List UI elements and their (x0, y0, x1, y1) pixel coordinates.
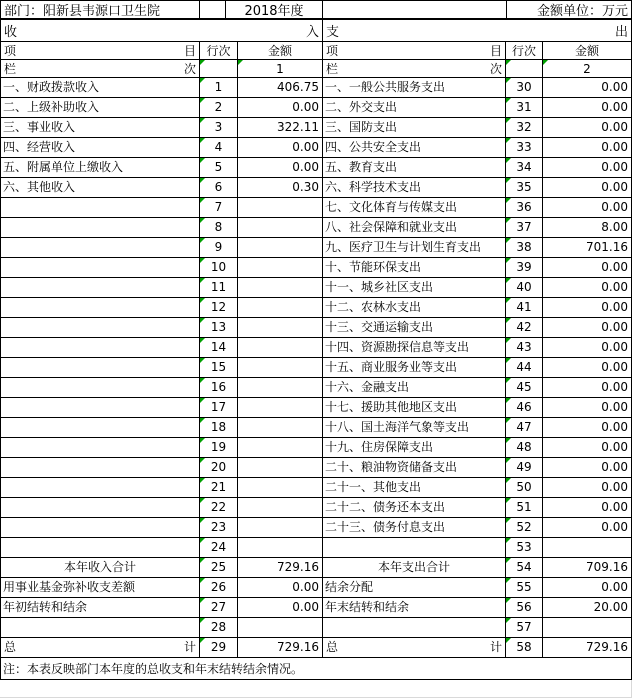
expense-amount-cell[interactable]: 0.00 (601, 320, 628, 334)
income-item-cell[interactable] (1, 218, 200, 237)
income-row-no-cell[interactable]: 11 (200, 278, 238, 297)
expense-amount-cell[interactable]: 0.00 (601, 180, 628, 194)
expense-row-no-cell[interactable]: 34 (506, 158, 543, 177)
income-item-cell[interactable]: 用事业基金弥补收支差额 (1, 578, 200, 597)
expense-item-cell[interactable]: 结余分配 (323, 578, 506, 597)
column-number-row (1, 60, 631, 78)
income-row-no-cell[interactable]: 13 (200, 318, 238, 337)
table-row (1, 478, 631, 498)
expense-row-no-cell[interactable]: 40 (506, 278, 543, 297)
expense-item-cell[interactable]: 十七、援助其他地区支出 (323, 398, 506, 417)
note-row (1, 658, 631, 679)
income-amount-cell[interactable]: 0.00 (238, 138, 323, 157)
income-row-no-cell[interactable]: 21 (200, 478, 238, 497)
table-row (1, 218, 631, 238)
expense-row-no-cell[interactable]: 46 (506, 398, 543, 417)
income-header-last-char: 入 (305, 25, 319, 40)
income-amount-cell[interactable] (238, 538, 323, 557)
income-row-no-cell[interactable]: 29 (200, 638, 238, 657)
income-row-no-cell[interactable]: 6 (200, 178, 238, 197)
income-amount-cell[interactable] (238, 278, 323, 297)
income-item-cell[interactable] (1, 358, 200, 377)
income-amount-cell[interactable] (238, 198, 323, 217)
income-amount-cell[interactable] (238, 318, 323, 337)
expense-amount-cell[interactable]: 0.00 (601, 120, 628, 134)
expense-row-no-cell[interactable]: 45 (506, 378, 543, 397)
expense-item-cell[interactable]: 本年支出合计 (323, 558, 506, 577)
expense-row-no-cell[interactable]: 51 (506, 498, 543, 517)
expense-rowno-header[interactable]: 行次 (506, 42, 543, 59)
income-amount-cell[interactable] (238, 358, 323, 377)
income-lanci-header[interactable]: 栏 次 (1, 60, 200, 77)
expense-row-no-cell[interactable]: 36 (506, 198, 543, 217)
income-item-cell[interactable] (1, 438, 200, 457)
table-row (1, 418, 631, 438)
income-item-cell[interactable]: 总 计 (1, 638, 200, 657)
income-amount-cell[interactable]: 322.11 (238, 118, 323, 137)
expense-amount-cell[interactable]: 0.00 (601, 280, 628, 294)
table-row (1, 538, 631, 558)
expense-item-cell[interactable]: 二十二、债务还本支出 (323, 498, 506, 517)
income-item-cell[interactable] (1, 478, 200, 497)
expense-amount-cell[interactable]: 0.00 (601, 160, 628, 174)
expense-amount-cell[interactable]: 0.00 (601, 580, 628, 594)
table-row (1, 398, 631, 418)
income-item-cell[interactable] (1, 458, 200, 477)
expense-row-no-cell[interactable]: 38 (506, 238, 543, 257)
income-row-no-cell[interactable]: 14 (200, 338, 238, 357)
income-row-no-cell[interactable]: 8 (200, 218, 238, 237)
table-row (1, 198, 631, 218)
expense-row-no-cell[interactable]: 50 (506, 478, 543, 497)
income-row-no-cell[interactable]: 20 (200, 458, 238, 477)
income-item-cell[interactable] (1, 298, 200, 317)
expense-item-cell[interactable]: 七、文化体育与传媒支出 (323, 198, 506, 217)
table-row (1, 138, 631, 158)
income-item-cell[interactable] (1, 198, 200, 217)
table-row (1, 378, 631, 398)
table-row (1, 558, 631, 578)
income-header-first-char: 收 (4, 25, 18, 40)
income-item-header[interactable]: 项 目 (1, 42, 200, 59)
expense-row-no-cell[interactable]: 54 (506, 558, 543, 577)
expense-item-cell[interactable]: 三、国防支出 (323, 118, 506, 137)
department-cell[interactable]: 部门：阳新县韦源口卫生院 (1, 1, 200, 18)
expense-amount-cell[interactable]: 0.00 (601, 520, 628, 534)
expense-row-no-cell[interactable]: 42 (506, 318, 543, 337)
expense-row-no-cell[interactable]: 31 (506, 98, 543, 117)
income-amount-cell[interactable]: 0.00 (238, 98, 323, 117)
income-row-no-cell[interactable]: 1 (200, 78, 238, 97)
expense-item-cell[interactable]: 二、外交支出 (323, 98, 506, 117)
expense-item-cell[interactable]: 十二、农林水支出 (323, 298, 506, 317)
expense-amount-cell[interactable]: 0.00 (601, 100, 628, 114)
expense-row-no-cell[interactable]: 39 (506, 258, 543, 277)
expense-amount-cell[interactable]: 0.00 (601, 440, 628, 454)
income-amount-cell[interactable] (238, 518, 323, 537)
expense-item-cell[interactable]: 八、社会保障和就业支出 (323, 218, 506, 237)
income-row-no-cell[interactable]: 25 (200, 558, 238, 577)
expense-item-cell[interactable]: 十九、住房保障支出 (323, 438, 506, 457)
income-amount-cell[interactable]: 0.00 (238, 158, 323, 177)
expense-amount-cell[interactable]: 0.00 (601, 260, 628, 274)
expense-amount-cell[interactable]: 0.00 (601, 480, 628, 494)
expense-item-cell[interactable]: 十六、金融支出 (323, 378, 506, 397)
expense-item-cell[interactable]: 十一、城乡社区支出 (323, 278, 506, 297)
table-row (1, 358, 631, 378)
income-item-cell[interactable] (1, 378, 200, 397)
expense-lanci-header[interactable]: 栏 次 (323, 60, 506, 77)
income-rowno-header[interactable]: 行次 (200, 42, 238, 59)
income-row-no-cell[interactable]: 24 (200, 538, 238, 557)
expense-amount-cell[interactable]: 729.16 (586, 640, 628, 654)
expense-amount-cell[interactable]: 0.00 (601, 420, 628, 434)
table-row (1, 298, 631, 318)
expense-item-cell[interactable]: 十八、国土海洋气象等支出 (323, 418, 506, 437)
expense-amount-cell[interactable]: 0.00 (601, 380, 628, 394)
expense-row-no-cell[interactable]: 52 (506, 518, 543, 537)
expense-amount-header[interactable]: 金额 (574, 44, 599, 58)
expense-amount-cell[interactable] (543, 538, 631, 557)
expense-amount-cell[interactable]: 20.00 (593, 600, 628, 614)
table-row (1, 498, 631, 518)
column-header-row (1, 42, 631, 60)
income-row-no-cell[interactable]: 28 (200, 618, 238, 637)
expense-column-number-cell[interactable]: 2 (543, 60, 631, 77)
table-row (1, 118, 631, 138)
expense-amount-cell[interactable]: 8.00 (601, 220, 628, 234)
unit-cell[interactable]: 金额单位：万元 (536, 4, 628, 18)
expense-amount-cell[interactable]: 0.00 (601, 80, 628, 94)
expense-item-cell[interactable]: 十、节能环保支出 (323, 258, 506, 277)
table-row (1, 598, 631, 618)
income-item-cell[interactable] (1, 258, 200, 277)
expense-item-cell[interactable] (323, 538, 506, 557)
income-item-cell[interactable] (1, 278, 200, 297)
income-row-no-cell[interactable]: 15 (200, 358, 238, 377)
expense-item-cell[interactable]: 五、教育支出 (323, 158, 506, 177)
income-amount-cell[interactable] (238, 258, 323, 277)
income-row-no-cell[interactable]: 2 (200, 98, 238, 117)
income-amount-cell[interactable] (238, 438, 323, 457)
table-row (1, 258, 631, 278)
expense-item-cell[interactable]: 二十一、其他支出 (323, 478, 506, 497)
expense-amount-cell[interactable]: 701.16 (586, 240, 628, 254)
income-amount-cell[interactable]: 406.75 (238, 78, 323, 97)
table-row (1, 438, 631, 458)
income-amount-cell[interactable] (238, 378, 323, 397)
table-row (1, 278, 631, 298)
income-item-cell[interactable] (1, 418, 200, 437)
expense-amount-cell[interactable]: 0.00 (601, 400, 628, 414)
expense-amount-cell[interactable]: 0.00 (601, 200, 628, 214)
income-amount-cell[interactable]: 729.16 (238, 638, 323, 657)
expense-row-no-cell[interactable]: 43 (506, 338, 543, 357)
expense-row-no-cell[interactable]: 41 (506, 298, 543, 317)
income-amount-cell[interactable] (238, 338, 323, 357)
expense-section-header[interactable] (323, 20, 631, 41)
expense-item-cell[interactable]: 一、一般公共服务支出 (323, 78, 506, 97)
table-row (1, 238, 631, 258)
expense-row-no-cell[interactable]: 53 (506, 538, 543, 557)
income-amount-cell[interactable] (238, 218, 323, 237)
income-amount-cell[interactable] (238, 458, 323, 477)
income-item-cell[interactable] (1, 538, 200, 557)
table-row (1, 98, 631, 118)
income-item-cell[interactable] (1, 498, 200, 517)
section-header-row (1, 20, 631, 42)
income-amount-cell[interactable] (238, 418, 323, 437)
expense-item-cell[interactable]: 总 计 (323, 638, 506, 657)
table-row (1, 178, 631, 198)
expense-amount-cell[interactable]: 0.00 (601, 500, 628, 514)
expense-amount-cell[interactable] (543, 618, 631, 637)
expense-lanci-rowno-cell[interactable] (506, 60, 543, 77)
income-row-no-cell[interactable]: 4 (200, 138, 238, 157)
expense-header-last-char: 出 (614, 25, 628, 40)
expense-item-header[interactable]: 项 目 (323, 42, 506, 59)
expense-amount-cell[interactable]: 709.16 (586, 560, 628, 574)
expense-row-no-cell[interactable]: 32 (506, 118, 543, 137)
expense-item-cell[interactable]: 二十、粮油物资储备支出 (323, 458, 506, 477)
expense-amount-cell[interactable]: 0.00 (601, 460, 628, 474)
expense-item-cell[interactable]: 十五、商业服务业等支出 (323, 358, 506, 377)
income-item-cell[interactable] (1, 398, 200, 417)
income-amount-cell[interactable]: 0.00 (238, 578, 323, 597)
income-row-no-cell[interactable]: 7 (200, 198, 238, 217)
expense-amount-cell[interactable]: 0.00 (601, 360, 628, 374)
income-amount-cell[interactable]: 729.16 (238, 558, 323, 577)
table-row (1, 518, 631, 538)
income-row-no-cell[interactable]: 23 (200, 518, 238, 537)
expense-item-cell[interactable]: 二十三、债务付息支出 (323, 518, 506, 537)
expense-amount-cell[interactable]: 0.00 (601, 300, 628, 314)
expense-amount-cell[interactable]: 0.00 (601, 140, 628, 154)
expense-row-no-cell[interactable]: 49 (506, 458, 543, 477)
expense-item-cell[interactable]: 六、科学技术支出 (323, 178, 506, 197)
table-row (1, 618, 631, 638)
expense-item-cell[interactable] (323, 618, 506, 637)
income-column-number-cell[interactable]: 1 (238, 60, 323, 77)
income-item-cell[interactable]: 四、经营收入 (1, 138, 200, 157)
income-item-cell[interactable]: 一、财政拨款收入 (1, 78, 200, 97)
income-amount-header[interactable]: 金额 (238, 42, 323, 59)
expense-row-no-cell[interactable]: 56 (506, 598, 543, 617)
expense-item-cell[interactable]: 年末结转和结余 (323, 598, 506, 617)
income-item-cell[interactable]: 二、上级补助收入 (1, 98, 200, 117)
income-item-cell[interactable] (1, 318, 200, 337)
income-item-cell[interactable]: 三、事业收入 (1, 118, 200, 137)
table-row (1, 458, 631, 478)
expense-row-no-cell[interactable]: 57 (506, 618, 543, 637)
expense-item-cell[interactable]: 十四、资源勘探信息等支出 (323, 338, 506, 357)
income-row-no-cell[interactable]: 27 (200, 598, 238, 617)
expense-row-no-cell[interactable]: 33 (506, 138, 543, 157)
income-amount-cell[interactable] (238, 298, 323, 317)
expense-row-no-cell[interactable]: 58 (506, 638, 543, 657)
expense-row-no-cell[interactable]: 30 (506, 78, 543, 97)
expense-item-cell[interactable]: 九、医疗卫生与计划生育支出 (323, 238, 506, 257)
income-row-no-cell[interactable]: 22 (200, 498, 238, 517)
income-row-no-cell[interactable]: 16 (200, 378, 238, 397)
expense-row-no-cell[interactable]: 55 (506, 578, 543, 597)
income-lanci-rowno-cell[interactable] (200, 60, 238, 77)
expense-item-cell[interactable]: 十三、交通运输支出 (323, 318, 506, 337)
income-row-no-cell[interactable]: 3 (200, 118, 238, 137)
income-amount-cell[interactable] (238, 618, 323, 637)
empty-cell[interactable] (323, 1, 507, 18)
income-row-no-cell[interactable]: 5 (200, 158, 238, 177)
income-row-no-cell[interactable]: 9 (200, 238, 238, 257)
table-row (1, 338, 631, 358)
income-amount-cell[interactable] (238, 398, 323, 417)
expense-header-first-char: 支 (326, 25, 340, 40)
expense-row-no-cell[interactable]: 47 (506, 418, 543, 437)
table-row (1, 78, 631, 98)
expense-amount-cell[interactable]: 0.00 (601, 340, 628, 354)
empty-cell[interactable] (200, 1, 226, 18)
income-item-cell[interactable] (1, 238, 200, 257)
expense-row-no-cell[interactable]: 37 (506, 218, 543, 237)
income-row-no-cell[interactable]: 26 (200, 578, 238, 597)
table-row (1, 638, 631, 658)
income-item-cell[interactable] (1, 618, 200, 637)
income-row-no-cell[interactable]: 10 (200, 258, 238, 277)
fiscal-year-cell[interactable]: 2018年度 (226, 1, 323, 18)
income-amount-cell[interactable] (238, 498, 323, 517)
empty-gridline-strip (0, 680, 632, 698)
data-rows (1, 78, 631, 658)
income-item-cell[interactable]: 五、附属单位上缴收入 (1, 158, 200, 177)
table-row (1, 578, 631, 598)
expense-item-cell[interactable]: 四、公共安全支出 (323, 138, 506, 157)
income-item-cell[interactable]: 六、其他收入 (1, 178, 200, 197)
income-row-no-cell[interactable]: 18 (200, 418, 238, 437)
table-row (1, 318, 631, 338)
income-row-no-cell[interactable]: 17 (200, 398, 238, 417)
income-item-cell[interactable]: 本年收入合计 (1, 558, 200, 577)
table-row (1, 158, 631, 178)
income-item-cell[interactable]: 年初结转和结余 (1, 598, 200, 617)
income-item-cell[interactable] (1, 338, 200, 357)
income-row-no-cell[interactable]: 19 (200, 438, 238, 457)
income-amount-cell[interactable] (238, 478, 323, 497)
expense-row-no-cell[interactable]: 48 (506, 438, 543, 457)
note-cell[interactable]: 注：本表反映部门本年度的总收支和年末结转结余情况。 (3, 662, 304, 676)
income-item-cell[interactable] (1, 518, 200, 537)
income-section-header[interactable] (1, 20, 323, 41)
income-amount-cell[interactable]: 0.00 (238, 598, 323, 617)
title-row (1, 1, 631, 20)
expense-row-no-cell[interactable]: 35 (506, 178, 543, 197)
income-row-no-cell[interactable]: 12 (200, 298, 238, 317)
income-amount-cell[interactable]: 0.30 (238, 178, 323, 197)
expense-row-no-cell[interactable]: 44 (506, 358, 543, 377)
income-amount-cell[interactable] (238, 238, 323, 257)
